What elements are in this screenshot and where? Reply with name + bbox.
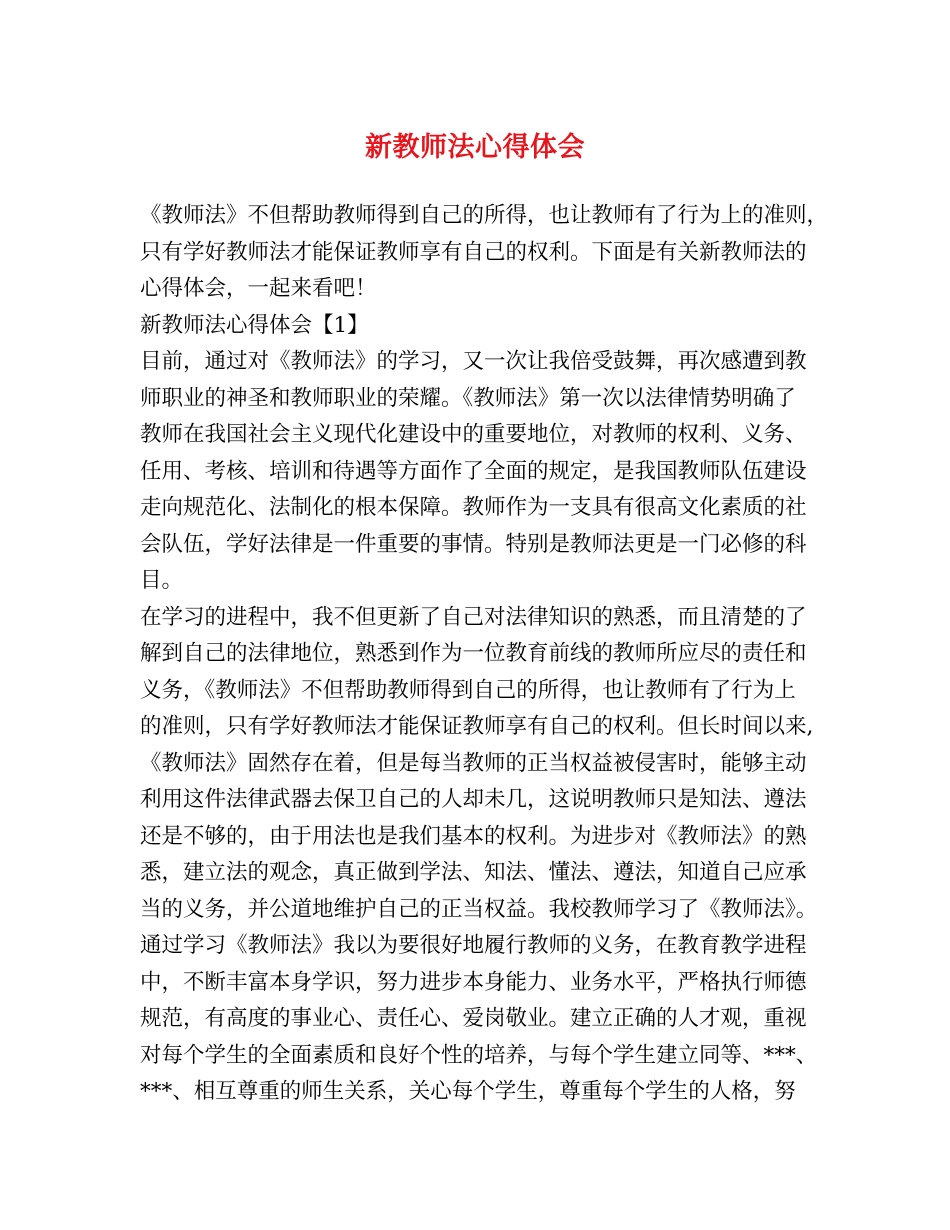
- body-line: 心得体会，一起来看吧！: [140, 276, 377, 301]
- body-line: 解到自己的法律地位，熟悉到作为一位教育前线的教师所应尽的责任和: [140, 641, 807, 666]
- body-line: 教师在我国社会主义现代化建设中的重要地位，对教师的权利、义务、: [140, 422, 807, 447]
- body-line: 通过学习《教师法》我以为要很好地履行教师的义务，在教育教学进程: [140, 933, 807, 958]
- body-line: 在学习的进程中，我不但更新了自己对法律知识的熟悉，而且清楚的了: [140, 604, 807, 630]
- body-line: 利用这件法律武器去保卫自己的人却未几，这说明教师只是知法、遵法: [140, 787, 807, 812]
- body-line: 任用、考核、培训和待遇等方面作了全面的规定，是我国教师队伍建设: [140, 458, 807, 484]
- body-line: 当的义务，并公道地维护自己的正当权益。我校教师学习了《教师法》。: [140, 896, 818, 922]
- document-title: 新教师法心得体会: [365, 132, 585, 163]
- body-line: 规范，有高度的事业心、责任心、爱岗敬业。建立正确的人才观，重视: [140, 1006, 807, 1031]
- body-line: 走向规范化、法制化的根本保障。教师作为一支具有很高文化素质的社: [140, 495, 807, 520]
- body-line: 对每个学生的全面素质和良好个性的培养，与每个学生建立同等、***、: [140, 1042, 818, 1068]
- section-heading: 新教师法心得体会【1】: [140, 312, 369, 338]
- body-line: 中，不断丰富本身学识，努力进步本身能力、业务水平，严格执行师德: [140, 969, 807, 995]
- body-line: 只有学好教师法才能保证教师享有自己的权利。下面是有关新教师法的: [140, 239, 807, 265]
- body-line: 会队伍，学好法律是一件重要的事情。特别是教师法更是一门必修的科: [140, 531, 807, 557]
- document-body: [140, 198, 830, 1111]
- body-line: 目。: [140, 568, 184, 593]
- body-line: 《教师法》固然存在着，但是每当教师的正当权益被侵害时，能够主动: [140, 750, 807, 776]
- body-line: 《教师法》不但帮助教师得到自己的所得，也让教师有了行为上的准则，: [140, 203, 829, 228]
- body-line: 还是不够的，由于用法也是我们基本的权利。为进步对《教师法》的熟: [140, 823, 807, 849]
- body-line: 悉，建立法的观念，真正做到学法、知法、懂法、遵法，知道自己应承: [140, 860, 807, 885]
- body-line: 师职业的神圣和教师职业的荣耀。《教师法》第一次以法律情势明确了: [140, 385, 796, 411]
- body-line: 目前，通过对《教师法》的学习，又一次让我倍受鼓舞，再次感遭到教: [140, 349, 807, 374]
- body-line: 的准则，只有学好教师法才能保证教师享有自己的权利。但长时间以来,: [140, 714, 814, 739]
- body-line: ***、相互尊重的师生关系，关心每个学生，尊重每个学生的人格，努: [140, 1079, 796, 1104]
- body-line: 义务，《教师法》不但帮助教师得到自己的所得，也让教师有了行为上: [140, 677, 796, 703]
